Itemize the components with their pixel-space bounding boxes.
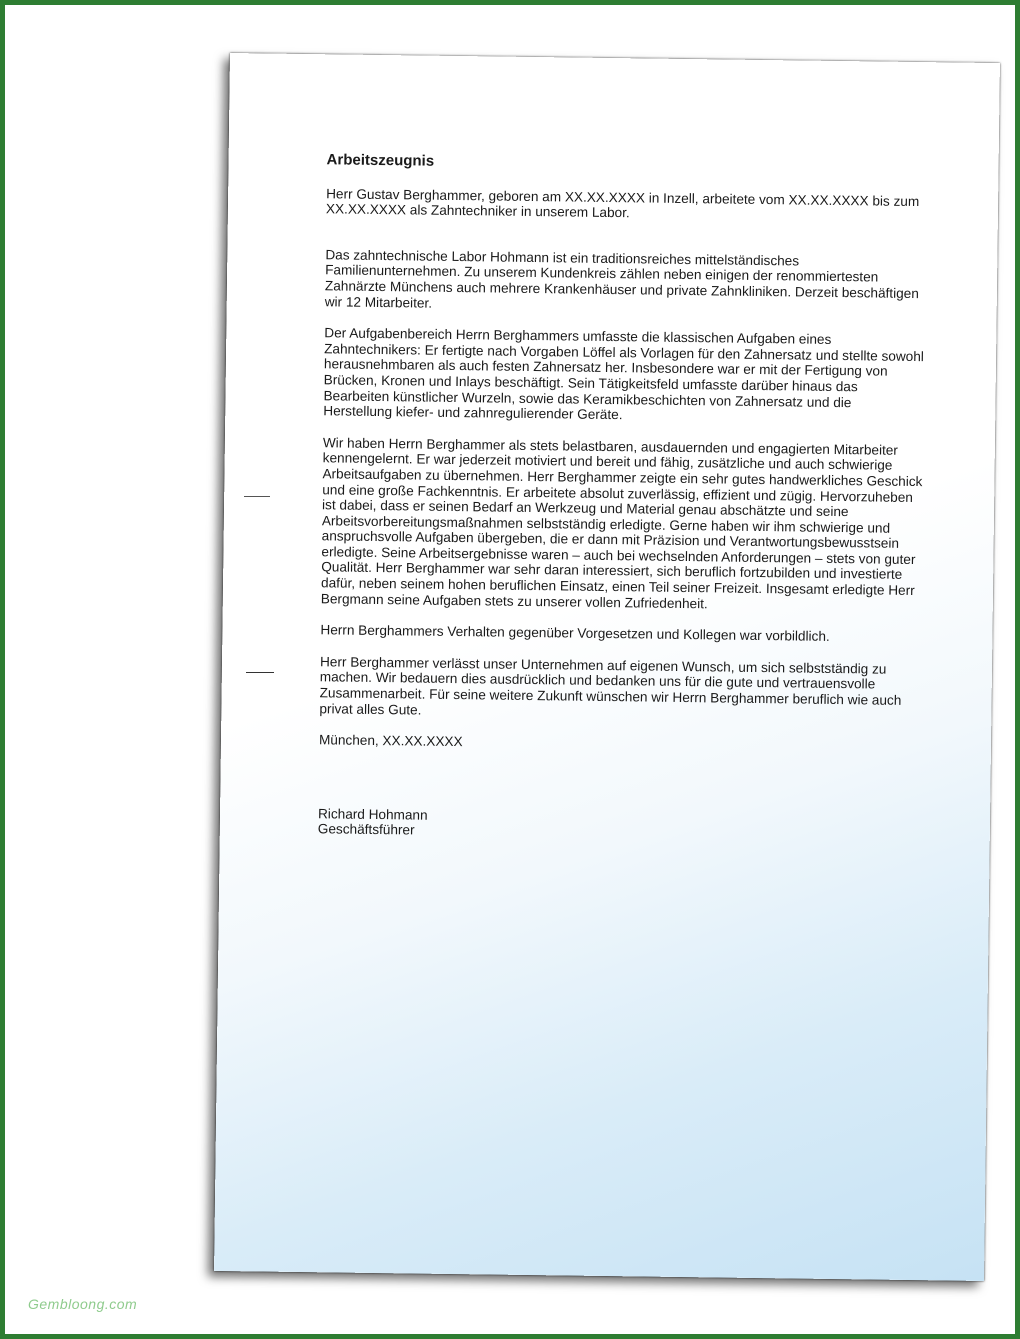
punch-mark [246, 672, 274, 673]
paragraph-company: Das zahntechnische Labor Hohmann ist ein traditionsreiches mittelständisches Familienunternehmen. Zu unserem Kundenkreis zählen neben einigen der renommiertesten Zahnärzte Münchens auch mehrere Krankenhäuser und private Zahnkliniken. Derzeit beschäftigen wir 12 Mitarbeiter. [324, 247, 919, 311]
paragraph-duties: Der Aufgabenbereich Herrn Berghammers umfasste die klassischen Aufgaben eines Zahntechnikers: Er fertigte nach Vorgaben Löffel als Vorlagen für den Zahnersatz und stellte sowohl herausnehmbaren als auch festen Zahnersatz her. Insbesondere war er mit der Fertigung von Brücken, Kronen und Inlays beschäftigt. Sein Tätigkeitsfeld umfasste darüber hinaus das Bearbeiten künstlicher Wurzeln, sowie das Keramikbeschichten von Zahnersatz und die Herstellung kiefer- und zahnregulierender Geräte. [323, 325, 924, 423]
paragraph-intro: Herr Gustav Berghammer, geboren am XX.XX.XXXX in Inzell, arbeitete vom XX.XX.XXXX bis zum XX.XX.XXXX als Zahntechniker in unserem Labor. [325, 185, 920, 221]
paragraph-performance: Wir haben Herrn Berghammer als stets belastbaren, ausdauernden und engagierten Mitarbeiter kennengelernt. Er war jederzeit motiviert und bereit und fähig, zusätzliche und auch schwierige Arbeitsaufgaben zu übernehmen. Herr Berghammer zeigte ein sehr gutes handwerkliches Geschick und eine große Fachkenntnis. Er arbeitete absolut zuverlässig, effizient und zügig. Hervorzuheben ist dabei, dass er seinen Bedarf an Werkzeug und Material genau abschätzte und seine Arbeitsvorbereitungsmaßnahmen selbstständig erledigte. Gerne haben wir ihm schwierige und anspruchsvolle Aufgaben übergeben, die er dann mit Präzision und Verantwortungsbewusstsein erledigte. Seine Arbeitsergebnisse waren – auch bei wechselnden Anforderungen – stets von guter Qualität. Herr Berghammer war sehr daran interessiert, sich beruflich fortzubilden und investierte dafür, neben seinem hohen beruflichen Einsatz, einen Teil seiner Freizeit. Insgesamt erledigte Herr Bergmann seine Aufgaben stets zu unserer vollen Zufriedenheit. [320, 434, 923, 611]
document-page [214, 53, 1000, 1281]
paragraph-farewell: Herr Berghammer verlässt unser Unternehmen auf eigenen Wunsch, um sich selbstständig zu machen. Wir bedauern dies ausdrücklich und bedanken uns für die gute und vertrauensvolle Zusammenarbeit. Für seine weitere Zukunft wünschen wir Herrn Berghammer beruflich wie auch privat alles Gute. [319, 654, 902, 718]
document-title: Arbeitszeugnis [326, 151, 435, 170]
paragraph-conduct: Herrn Berghammers Verhalten gegenüber Vorgesetzen und Kollegen war vorbildlich. [320, 622, 830, 645]
watermark-text: Gembloong.com [28, 1296, 138, 1312]
signatory-name: Richard Hohmann [317, 806, 428, 823]
place-date: München, XX.XX.XXXX [318, 732, 463, 750]
signature-block [318, 806, 918, 845]
fold-mark [244, 496, 270, 497]
signatory-role: Geschäftsführer [317, 821, 415, 838]
letter-body [318, 152, 927, 845]
